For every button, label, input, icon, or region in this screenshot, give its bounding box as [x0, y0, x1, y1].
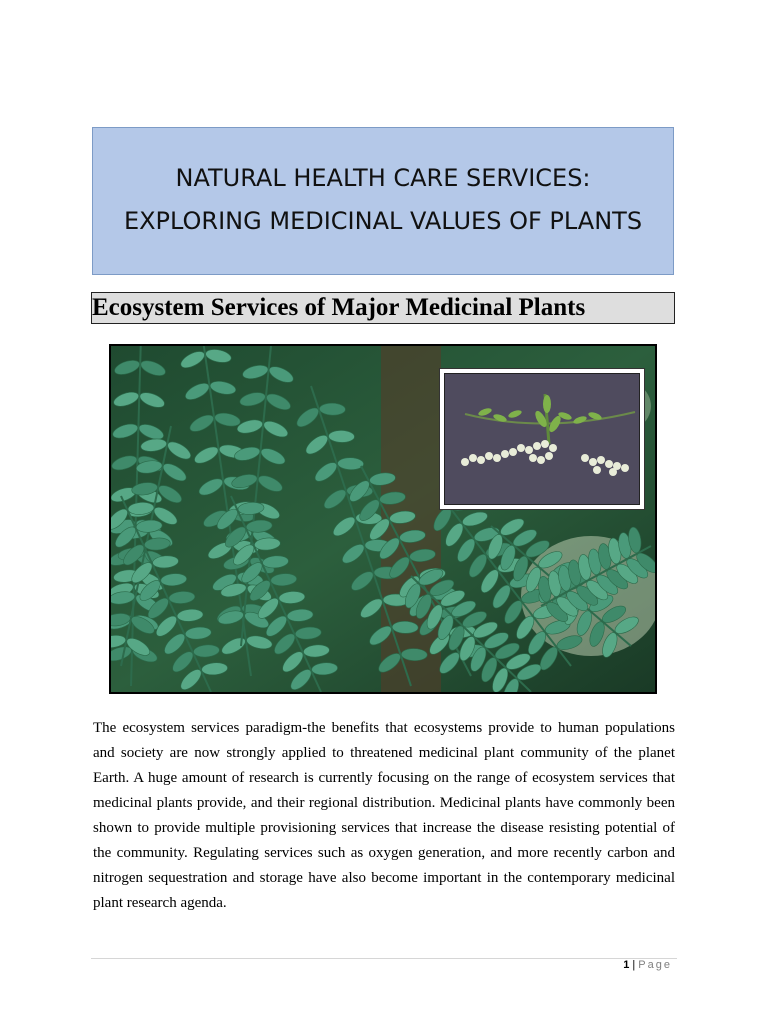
- footer-divider: [91, 958, 677, 959]
- page-number: 1: [623, 959, 630, 971]
- section-heading: Ecosystem Services of Major Medicinal Plants: [92, 294, 586, 321]
- flower-cluster-illustration: [445, 374, 639, 504]
- body-paragraph: The ecosystem services paradigm-the benefits that ecosystems provide to human populations and society are now strongly applied to threatened medicinal plant community of the planet Earth. A huge amount of research is currently focusing on the range of ecosystem services that medicinal plants provide, and their regional distribution. Medicinal plants have commonly been shown to provide multiple provisioning services that increase the disease resisting potential of the community. Regulating services such as oxygen generation, and more recently carbon and nitrogen sequestration and storage have also become important in the contemporary medicinal plant research agenda.: [93, 720, 675, 911]
- flower-cluster-photo: [444, 373, 640, 505]
- subtitle-box: [91, 292, 675, 324]
- title-box: [92, 127, 674, 275]
- page-separator: |: [632, 959, 636, 971]
- document-title: NATURAL HEALTH CARE SERVICES: EXPLORING MEDICINAL VALUES OF PLANTS: [123, 164, 643, 235]
- inset-photo-frame: [439, 368, 645, 510]
- page-footer: [623, 957, 672, 973]
- page-label: Page: [638, 959, 672, 971]
- medicinal-plant-photo: [109, 344, 657, 694]
